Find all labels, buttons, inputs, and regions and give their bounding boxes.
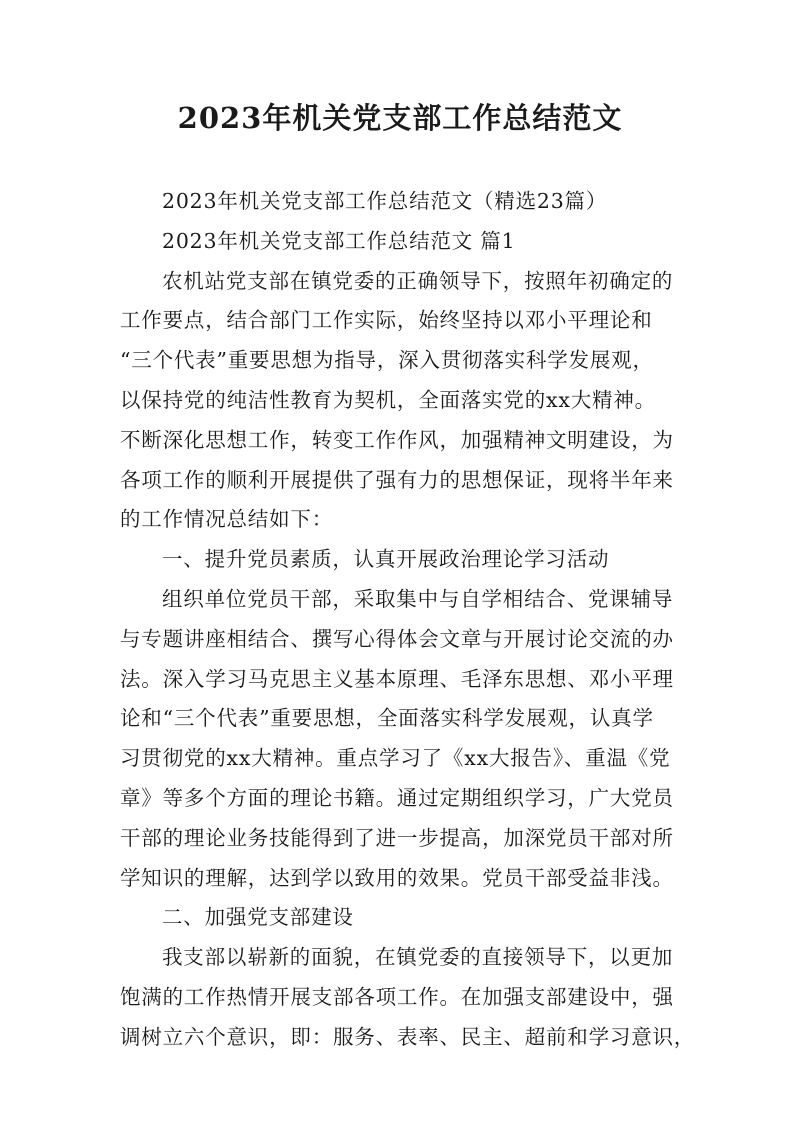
paragraph-line: 习贯彻党的xx大精神。重点学习了《xx大报告》、重温《党	[120, 746, 671, 771]
paragraph-line: 饱满的工作热情开展支部各项工作。在加强支部建设中，强	[120, 984, 674, 1009]
paragraph-line: 干部的理论业务技能得到了进一步提高，加深党员干部对所	[120, 825, 674, 850]
paragraph-line: 的工作情况总结如下：	[120, 507, 333, 532]
paragraph-line: 以保持党的纯洁性教育为契机，全面落实党的xx大精神。	[120, 387, 656, 412]
paragraph-line: 各项工作的顺利开展提供了强有力的思想保证，现将半年来	[120, 467, 674, 492]
paragraph-line: 学知识的理解，达到学以致用的效果。党员干部受益非浅。	[120, 865, 674, 890]
paragraph-line: 组织单位党员干部，采取集中与自学相结合、党课辅导	[162, 586, 674, 611]
section-heading: 2023年机关党支部工作总结范文 篇1	[162, 228, 516, 253]
document-title: 2023年机关党支部工作总结范文	[177, 101, 623, 135]
section-heading: 二、加强党支部建设	[162, 905, 354, 930]
paragraph-line: 章》等多个方面的理论书籍。通过定期组织学习，广大党员	[120, 785, 674, 810]
paragraph-line: 调树立六个意识，即：服务、表率、民主、超前和学习意识，	[120, 1024, 696, 1049]
paragraph-line: 农机站党支部在镇党委的正确领导下，按照年初确定的	[162, 268, 674, 293]
subtitle-line: 2023年机关党支部工作总结范文（精选23篇）	[162, 189, 608, 213]
document-body	[120, 182, 696, 1058]
paragraph-line: 我支部以崭新的面貌，在镇党委的直接领导下，以更加	[162, 945, 674, 970]
paragraph-line: 论和“三个代表”重要思想，全面落实科学发展观，认真学	[120, 706, 654, 731]
paragraph-line: “三个代表”重要思想为指导，深入贯彻落实科学发展观，	[120, 348, 654, 373]
section-heading: 一、提升党员素质，认真开展政治理论学习活动	[162, 547, 610, 572]
paragraph-line: 与专题讲座相结合、撰写心得体会文章与开展讨论交流的办	[120, 626, 674, 651]
paragraph-line: 法。深入学习马克思主义基本原理、毛泽东思想、邓小平理	[120, 666, 674, 691]
paragraph-line: 工作要点，结合部门工作实际，始终坚持以邓小平理论和	[120, 308, 653, 333]
paragraph-line: 不断深化思想工作，转变工作作风，加强精神文明建设，为	[120, 427, 674, 452]
